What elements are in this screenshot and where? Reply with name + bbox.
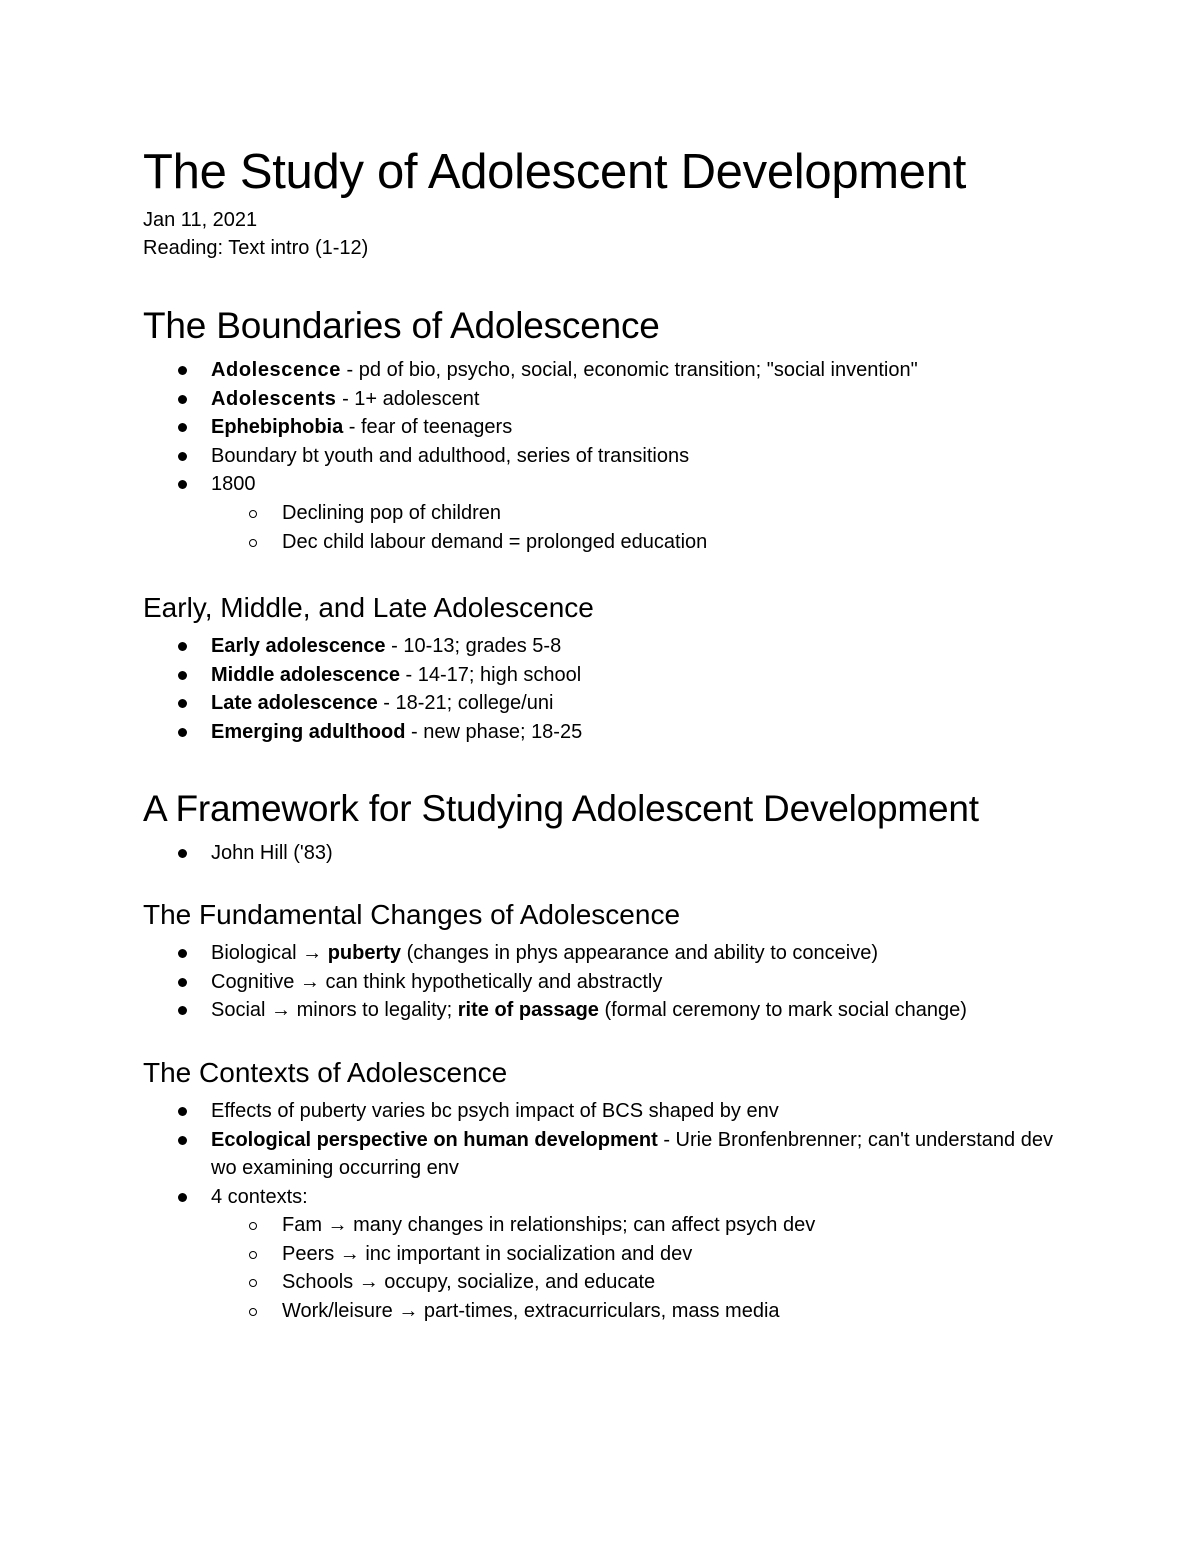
list-item bbox=[143, 661, 1083, 690]
hollow-bullet-icon bbox=[249, 510, 257, 518]
sub-list-item bbox=[143, 1211, 1083, 1240]
bullet-icon bbox=[178, 366, 187, 375]
document-date: Jan 11, 2021 bbox=[143, 209, 258, 231]
sub-list-item bbox=[143, 1297, 1083, 1326]
definition: - fear of teenagers bbox=[343, 416, 513, 439]
document-reading: Reading: Text intro (1-12) bbox=[143, 237, 369, 259]
list-item bbox=[143, 385, 1083, 414]
bullet-icon bbox=[178, 480, 187, 489]
definition: - 10-13; grades 5-8 bbox=[385, 635, 562, 658]
definition: Boundary bt youth and adulthood, series of transitions bbox=[211, 444, 690, 467]
bullet-icon bbox=[178, 1006, 187, 1015]
sub-item-text: Dec child labour demand = prolonged education bbox=[282, 530, 708, 553]
list-item bbox=[143, 442, 1083, 471]
sub-list bbox=[143, 499, 1083, 556]
term: rite of passage bbox=[457, 999, 599, 1022]
definition: (formal ceremony to mark social change) bbox=[598, 999, 967, 1022]
list-item bbox=[143, 996, 1083, 1025]
section-list-framework bbox=[143, 839, 1083, 868]
bullet-icon bbox=[178, 452, 187, 461]
list-item bbox=[143, 939, 1083, 968]
list-item bbox=[143, 839, 1083, 868]
sub-list-item bbox=[143, 1268, 1083, 1297]
section-list-stages bbox=[143, 632, 1083, 746]
section-heading-stages: Early, Middle, and Late Adolescence bbox=[143, 592, 594, 624]
definition: - new phase; 18-25 bbox=[405, 720, 583, 743]
list-item bbox=[143, 718, 1083, 747]
term: Late adolescence bbox=[211, 692, 378, 715]
hollow-bullet-icon bbox=[249, 1222, 257, 1230]
term: Early adolescence bbox=[211, 635, 386, 658]
list-item bbox=[143, 1126, 1083, 1183]
list-item bbox=[143, 1097, 1083, 1126]
term: Middle adolescence bbox=[211, 663, 400, 686]
sub-list bbox=[143, 1211, 1083, 1325]
term: Adolescents bbox=[211, 387, 337, 410]
term: Adolescence bbox=[211, 359, 341, 381]
lead-text: Social → minors to legality; bbox=[211, 999, 458, 1022]
sub-list-item bbox=[143, 528, 1083, 557]
bullet-icon bbox=[178, 1136, 187, 1145]
term: Emerging adulthood bbox=[211, 720, 406, 743]
list-item bbox=[143, 356, 1083, 385]
definition: Effects of puberty varies bc psych impact of BCS shaped by env bbox=[211, 1099, 779, 1122]
bullet-icon bbox=[178, 671, 187, 680]
list-item bbox=[143, 689, 1083, 718]
lead-text: Cognitive → can think hypothetically and abstractly bbox=[211, 970, 663, 993]
list-item bbox=[143, 632, 1083, 661]
bullet-icon bbox=[178, 728, 187, 737]
definition: - 14-17; high school bbox=[399, 663, 582, 686]
hollow-bullet-icon bbox=[249, 539, 257, 547]
hollow-bullet-icon bbox=[249, 1251, 257, 1259]
list-item bbox=[143, 413, 1083, 442]
term: puberty bbox=[327, 942, 402, 965]
definition: - 1+ adolescent bbox=[336, 387, 480, 410]
bullet-icon bbox=[178, 949, 187, 958]
sub-item-text: Declining pop of children bbox=[282, 501, 502, 524]
sub-item-text: Peers → inc important in socialization and dev bbox=[282, 1242, 693, 1265]
definition: - pd of bio, psycho, social, economic transition; "social invention" bbox=[341, 359, 918, 381]
bullet-icon bbox=[178, 1107, 187, 1116]
bullet-icon bbox=[178, 395, 187, 404]
definition: 1800 bbox=[211, 473, 256, 496]
bullet-icon bbox=[178, 642, 187, 651]
section-heading-contexts: The Contexts of Adolescence bbox=[143, 1056, 508, 1088]
document-title: The Study of Adolescent Development bbox=[143, 145, 967, 199]
definition: (changes in phys appearance and ability to conceive) bbox=[401, 942, 879, 965]
section-list-boundaries bbox=[143, 356, 1083, 556]
sub-item-text: Schools → occupy, socialize, and educate bbox=[282, 1271, 656, 1294]
sub-item-text: Fam → many changes in relationships; can affect psych dev bbox=[282, 1214, 816, 1237]
section-heading-boundaries: The Boundaries of Adolescence bbox=[143, 305, 660, 346]
definition: John Hill ('83) bbox=[211, 841, 333, 864]
bullet-icon bbox=[178, 699, 187, 708]
lead-text: Biological → bbox=[211, 942, 328, 965]
bullet-icon bbox=[178, 978, 187, 987]
sub-item-text: Work/leisure → part-times, extracurriculars, mass media bbox=[282, 1300, 780, 1323]
section-list-changes bbox=[143, 939, 1083, 1025]
definition: - Urie Bronfenbrenner; can't understand dev wo examining occurring env bbox=[211, 1128, 1053, 1180]
section-heading-framework: A Framework for Studying Adolescent Development bbox=[143, 787, 979, 829]
definition: - 18-21; college/uni bbox=[377, 692, 554, 715]
section-heading-changes: The Fundamental Changes of Adolescence bbox=[143, 899, 681, 931]
sub-list-item bbox=[143, 1240, 1083, 1269]
definition: 4 contexts: bbox=[211, 1185, 308, 1208]
hollow-bullet-icon bbox=[249, 1308, 257, 1316]
sub-list-item bbox=[143, 499, 1083, 528]
hollow-bullet-icon bbox=[249, 1279, 257, 1287]
list-item bbox=[143, 470, 1083, 556]
list-item bbox=[143, 1183, 1083, 1326]
document-page bbox=[143, 140, 1083, 1326]
bullet-icon bbox=[178, 849, 187, 858]
bullet-icon bbox=[178, 423, 187, 432]
term: Ecological perspective on human development bbox=[211, 1128, 658, 1151]
term: Ephebiphobia bbox=[211, 416, 344, 439]
bullet-icon bbox=[178, 1193, 187, 1202]
list-item bbox=[143, 968, 1083, 997]
section-list-contexts bbox=[143, 1097, 1083, 1326]
